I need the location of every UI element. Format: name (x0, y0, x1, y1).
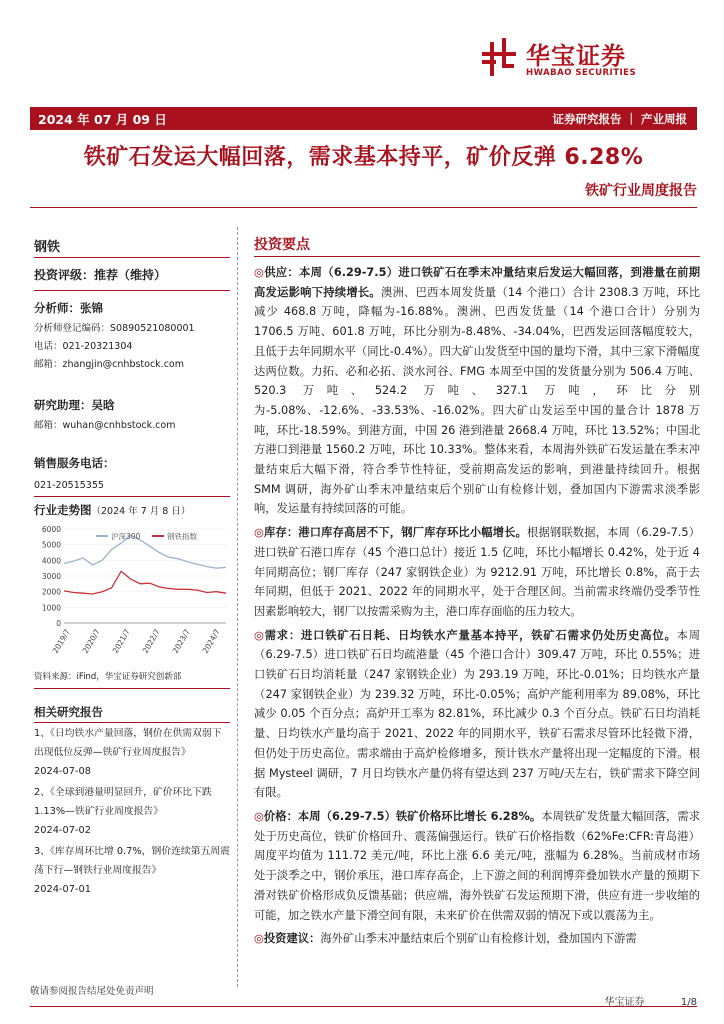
chart-title: 行业走势图 (34, 503, 92, 517)
footer-company: 华宝证券 (604, 997, 645, 1008)
demand-summary: 需求：进口铁矿石日耗、日均铁水产量基本持平，铁矿石需求仍处历史高位。 (264, 628, 677, 642)
bullet-icon: ◎ (254, 932, 264, 946)
y-tick-label: 2000 (41, 587, 61, 597)
y-tick-label: 1000 (41, 603, 61, 613)
analyst-name: 分析师：张锦 (34, 301, 103, 315)
y-tick-label: 0 (56, 619, 61, 628)
section-line (254, 256, 700, 257)
supply-summary: 供应：本周（6.29-7.5）进口铁矿石在季末冲量结束后发运大幅回落，到港量在前期高发运影响下持续增长。 (254, 266, 701, 299)
related-report-date: 2024-07-02 (34, 825, 91, 836)
bullet-icon: ◎ (254, 628, 265, 642)
chart-source: 资料来源：iFind，华宝证券研究创新部 (34, 672, 182, 682)
related-report-title[interactable]: 2、《全球到港量明显回升，矿价环比下跌 1.13%—铁矿行业周度报告》 (34, 787, 212, 817)
column-divider (237, 227, 238, 987)
chart-date: （2024 年 7 月 8 日） (91, 506, 191, 517)
supply-detail: 澳洲、巴西本周发货量（14 个港口）合计 2308.3 万吨，环比减少 468.8 万吨，降幅为-16.88%。澳洲、巴西发货量（14 个港口合计）分别为 1706.5 万吨、601.8 万吨，环比分别为-8.48%、-34.04%，巴西发运回落幅度较大，且低于去年同期水平（同比-0.4%）。四大矿山发货至中国的量均下滑，其中三家下滑幅度达两位数。力拓、必和必拓、淡水河谷、FMG 本周至中国的发货量分别为 506.4 万吨、520.3 万吨、524.2 万吨、327.1 万吨，环比分别为-5.08%、-12.6%、-33.53%、-16.02%。四大矿山发运至中国的量合计 1878 万吨，环比-18.59%。到港方面，中国 26 港到港量 2668.4 万吨，环比 13.52%；中国北方港口到港量 1560.2 万吨，环比 10.33%。整体来看，本周海外铁矿石发运量在季末冲量结束后大幅下滑，符合季节性特征，受前期高发运的影响，到港量持续回升。根据 SMM 调研，海外矿山季末冲量结束后个别矿山有检修计划，叠加国内下游需求淡季影响，发运量有持续回落的可能。 (254, 285, 700, 516)
price-paragraph (254, 807, 700, 925)
disclaimer-note: 敬请参阅报告结尾处免责声明 (30, 986, 154, 997)
related-report-item[interactable] (34, 783, 230, 840)
related-reports-list (34, 724, 230, 899)
report-type: 证券研究报告 ｜ 产业周报 (552, 112, 687, 126)
bullet-icon: ◎ (254, 526, 264, 540)
sales-phone: 021-20515355 (34, 480, 104, 491)
inventory-paragraph (254, 523, 700, 622)
key-points-heading: 投资要点 (254, 237, 310, 253)
assistant-name: 研究助理：吴晗 (34, 398, 115, 412)
assistant-block (34, 397, 230, 435)
footer-line (30, 1006, 697, 1007)
page-number: 1/8 (680, 997, 697, 1008)
x-tick-label: 2022/7 (140, 627, 162, 655)
sales-block (34, 455, 230, 495)
series-line-csi300 (64, 535, 226, 568)
section-line (34, 722, 230, 723)
legend-label: 沪深300 (111, 532, 141, 541)
sales-label: 销售服务电话： (34, 456, 115, 470)
legend-label: 钢铁指数 (167, 532, 197, 541)
x-tick-label: 2019/7 (50, 627, 72, 655)
x-tick-label: 2024/7 (200, 627, 222, 655)
price-detail: 本周铁矿发货量大幅回落，需求处于历史高位，铁矿价格回升、震荡偏强运行。铁矿石价格指数（62%Fe:CFR:青岛港）周度平均值为 111.72 美元/吨，环比上涨 6.6 美元/吨，涨幅为 6.28%。当前成材市场处于淡季之中，钢价承压，港口库存高企，上下游之间的利润博弈叠加铁水产量的预期下滑对铁矿价格形成负反馈基础；供应端，海外铁矿石发运预期下滑，供应有进一步收缩的可能，加之铁水产量下滑空间有限，未来矿价在供需双弱的情况下或以震荡为主。 (254, 809, 700, 922)
price-summary: 价格：本周（6.29-7.5）铁矿价格环比增长 6.28%。 (263, 809, 542, 823)
advice-summary: 投资建议： (263, 932, 321, 946)
analyst-block (34, 300, 230, 374)
investment-rating: 投资评级：推荐（维持） (34, 268, 167, 282)
demand-detail: 本周（6.29-7.5）进口铁矿石日均疏港量（45 个港口合计）309.47 万吨，环比 0.55%；进口铁矿石日均消耗量（247 家钢铁企业）为 293.19 万吨，环比-0.01%；日均铁水产量（247 家钢铁企业）为 239.32 万吨，环比-0.05%；高炉产能利用率为 89.08%，环比减少 0.05 个百分点；高炉开工率为 82.81%，环比减少 0.3 个百分点。铁矿石日均消耗量、日均铁水产量均高于 2021、2022 年的同期水平，铁矿石需求尽管环比轻微下滑，但仍处于历史高位。需求端由于高炉检修增多，预计铁水产量将出现一定幅度的下滑。根据 Mysteel 调研，7 月日均铁水产量仍将有望达到 237 万吨/天左右，铁矿需求下降空间有限。 (254, 628, 700, 800)
related-report-date: 2024-07-08 (34, 766, 91, 777)
series-line-steel-index (64, 571, 226, 594)
related-report-date: 2024-07-01 (34, 884, 91, 895)
brand-logo (480, 38, 680, 82)
brand-name-cn: 华宝证券 (526, 42, 626, 70)
industry-trend-chart (34, 523, 234, 663)
bullet-icon: ◎ (254, 266, 265, 279)
related-report-item[interactable] (34, 724, 230, 781)
x-tick-label: 2020/7 (80, 627, 102, 655)
chart-heading (34, 502, 230, 518)
section-line (34, 688, 230, 689)
brand-name-en: HWABAO SECURITIES (526, 68, 637, 78)
related-report-title[interactable]: 1、《日均铁水产量回落，钢价在供需双弱下出现低位反弹—铁矿行业周度报告》 (34, 728, 222, 758)
investment-advice-paragraph (254, 929, 700, 949)
report-title: 铁矿石发运大幅回落，需求基本持平，矿价反弹 6.28% (83, 145, 644, 170)
demand-paragraph (254, 626, 700, 803)
inventory-summary: 库存：港口库存高居不下，钢厂库存环比小幅增长。 (264, 526, 528, 540)
analyst-email[interactable]: 邮箱：zhangjin@cnhbstock.com (34, 359, 184, 370)
section-line (34, 290, 230, 291)
x-tick-label: 2023/7 (170, 627, 192, 655)
sector-label: 钢铁 (34, 240, 61, 255)
analyst-cert: 分析师登记编码：S0890521080001 (34, 323, 195, 334)
related-report-title[interactable]: 3、《库存周环比增 0.7%，钢价连续第五周震荡下行—钢铁行业周度报告》 (34, 846, 230, 876)
x-tick-label: 2021/7 (110, 627, 132, 655)
report-date: 2024 年 07 月 09 日 (38, 112, 167, 127)
related-report-item[interactable] (34, 842, 230, 899)
assistant-email[interactable]: 邮箱：wuhan@cnhbstock.com (34, 420, 176, 431)
y-tick-label: 6000 (41, 525, 61, 534)
section-line (34, 257, 230, 258)
analyst-phone: 电话：021-20321304 (34, 341, 133, 352)
hwabao-logo-icon (480, 38, 518, 78)
bullet-icon: ◎ (254, 809, 264, 823)
y-tick-label: 3000 (41, 572, 61, 581)
header-bar (30, 107, 697, 130)
section-line (34, 496, 230, 497)
title-divider (30, 207, 697, 208)
related-reports-title: 相关研究报告 (34, 705, 103, 719)
inventory-detail: 根据钢联数据，本周（6.29-7.5）进口铁矿石港口库存（45 个港口总计）接近 1.5 亿吨，环比小幅增长 0.42%，处于近 4 年同期高位；钢厂库存（247 家钢铁企业）为 9212.91 万吨，环比增长 0.8%，高于去年同期，但低于 2021、2022 年的同期水平，处于合理区间。当前需求终端仍受季节性因素影响较大，钢厂以按需采购为主，港口库存面临的压力较大。 (254, 526, 700, 618)
supply-paragraph (254, 263, 700, 519)
y-tick-label: 4000 (41, 556, 61, 566)
advice-detail: 海外矿山季末冲量结束后个别矿山有检修计划，叠加国内下游需 (320, 932, 637, 946)
report-subtitle: 铁矿行业周度报告 (585, 183, 697, 199)
y-tick-label: 5000 (41, 540, 61, 550)
key-points-body (254, 263, 700, 949)
